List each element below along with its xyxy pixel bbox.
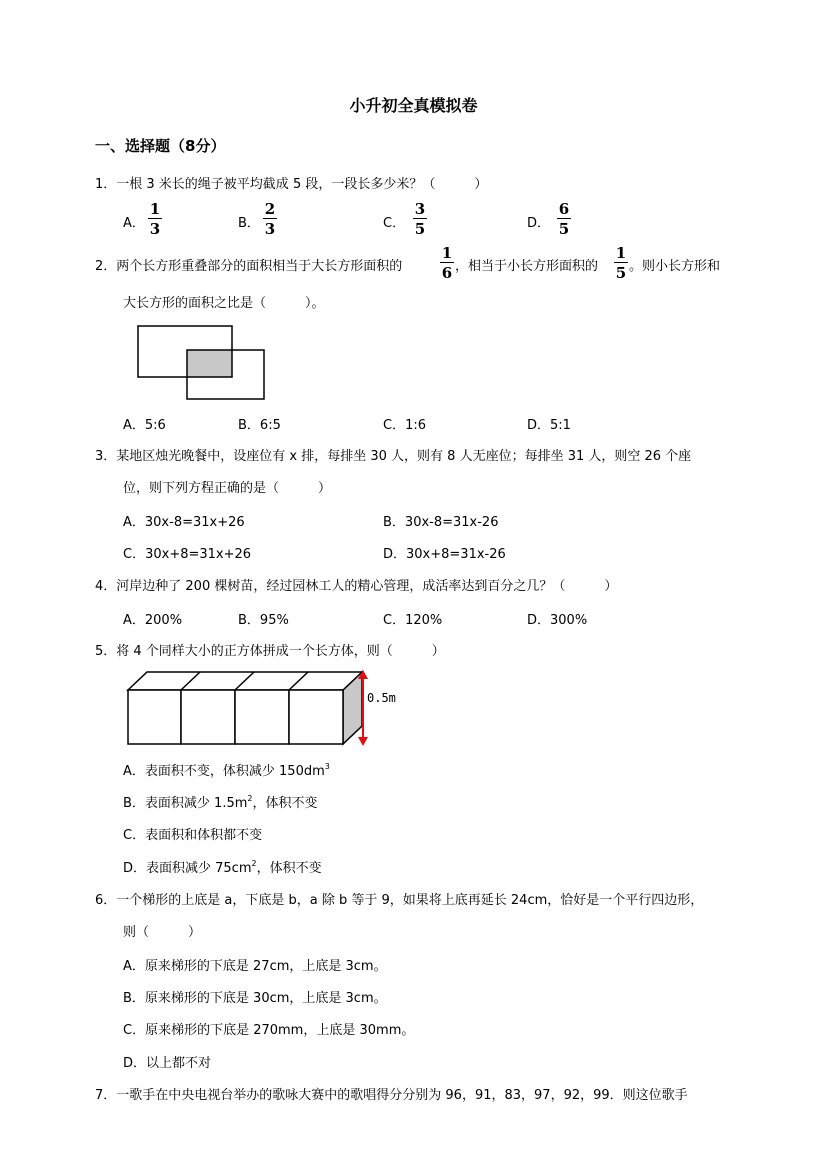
q1-option-a-label: A． (123, 216, 145, 231)
q4-option-c: C．120% (383, 613, 443, 628)
q1-option-c-label: C． (383, 216, 406, 231)
q5-option-b: B．表面积减少 $1.5m^2$，体积不变 (123, 794, 318, 811)
question-6-line1: 6．一个梯形的上底是 a，下底是 b，a 除 b 等于 9，如果将上底再延长 24cm，恰好是一个平行四边形， (95, 893, 704, 908)
q1-option-b-label: B． (238, 216, 260, 231)
question-4-stem: 4．河岸边种了 200 棵树苗，经过园林工人的精心管理，成活率达到百分之几？（ ） (95, 579, 618, 594)
q1-option-b-fraction: 2 3 (264, 200, 276, 238)
q2-text-part1: 2．两个长方形重叠部分的面积相当于大长方形面积的 (95, 259, 403, 274)
page-title: 小升初全真模拟卷 (349, 96, 478, 115)
q5-option-a: A．表面积不变，体积减少 $150dm^3$ (123, 762, 330, 779)
q1-option-c-fraction: 3 5 (414, 200, 426, 238)
q6-option-a: A．原来梯形的下底是 27cm，上底是 3cm。 (123, 959, 387, 974)
cube-1-front (128, 690, 181, 744)
q6-option-c: C．原来梯形的下底是 270mm，上底是 30mm。 (123, 1023, 415, 1038)
q1-option-d-fraction: 6 5 (558, 200, 570, 238)
question-2-line2: 大长方形的面积之比是（ ）。 (123, 296, 325, 311)
q4-option-b: B．95% (238, 613, 289, 628)
height-arrow-head-bottom (358, 737, 368, 746)
question-3-line1: 3．某地区烛光晚餐中，设座位有 x 排，每排坐 30 人，则有 8 人无座位；每排坐 31 人，则空 26 个座 (95, 449, 692, 464)
cuboid-height-label: 0.5m (367, 691, 396, 705)
q3-option-a: A．30x-8=31x+26 (123, 515, 245, 530)
q5-option-c: C．表面积和体积都不变 (123, 828, 263, 843)
q2-fraction-2: 1 5 (615, 244, 627, 282)
cube-3-front (235, 690, 289, 744)
cube-4-front (289, 690, 343, 744)
overlap-shaded-region (187, 350, 232, 377)
question-1-stem: 1．一根 3 米长的绳子被平均截成 5 段，一段长多少米？（ ） (95, 177, 488, 192)
q3-option-b: B．30x-8=31x-26 (383, 515, 499, 530)
question-5-stem: 5．将 4 个同样大小的正方体拼成一个长方体，则（ ） (95, 644, 445, 659)
q1-option-d-label: D． (527, 216, 551, 231)
q2-fraction-1: 1 6 (441, 244, 453, 282)
q2-text-part2: ，相当于小长方形面积的 (455, 259, 599, 274)
q6-option-b: B．原来梯形的下底是 30cm，上底是 3cm。 (123, 991, 387, 1006)
q1-option-a-fraction: 1 3 (149, 200, 161, 238)
q2-option-d: D．5:1 (527, 418, 571, 433)
question-3-line2: 位，则下列方程正确的是（ ） (123, 481, 332, 496)
q4-option-d: D．300% (527, 613, 588, 628)
question-7-line1: 7．一歌手在中央电视台举办的歌咏大赛中的歌唱得分分别为 96，91，83，97，92，99．则这位歌手 (95, 1088, 688, 1103)
question-6-line2: 则（ ） (123, 925, 202, 940)
q5-option-d: D．表面积减少 $75cm^2$，体积不变 (123, 859, 322, 876)
cube-2-front (181, 690, 235, 744)
cubes-cuboid-figure (120, 665, 410, 755)
q2-option-c: C．1:6 (383, 418, 426, 433)
q3-option-d: D．30x+8=31x-26 (383, 547, 506, 562)
q4-option-a: A．200% (123, 613, 183, 628)
q6-option-d: D．以上都不对 (123, 1056, 212, 1071)
overlapping-rectangles-figure (130, 320, 275, 405)
q2-text-part3: 。则小长方形和 (629, 259, 721, 274)
section-heading: 一、选择题（8分） (95, 137, 226, 155)
q2-option-b: B．6:5 (238, 418, 281, 433)
q3-option-c: C．30x+8=31x+26 (123, 547, 252, 562)
q2-option-a: A．5:6 (123, 418, 166, 433)
